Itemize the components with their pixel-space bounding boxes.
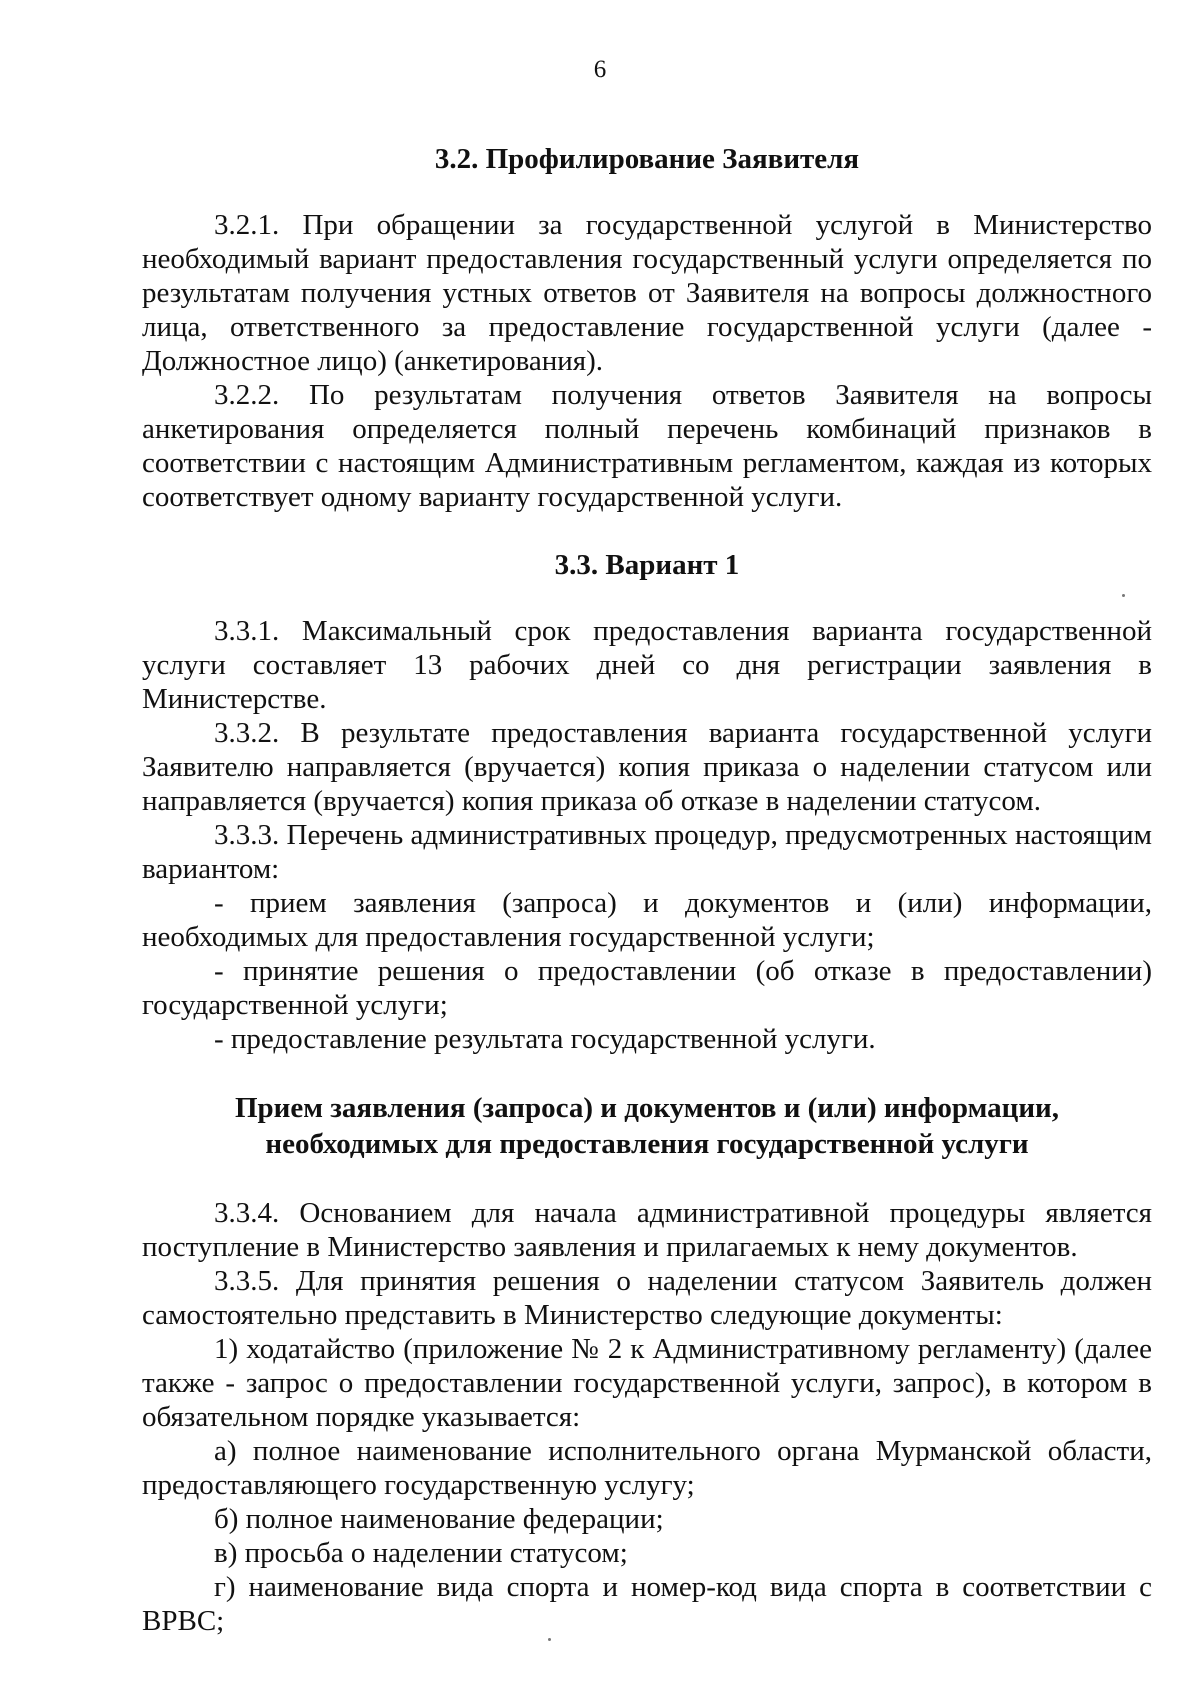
list-item-reception: - прием заявления (запроса) и документов и (или) информации, необходимых для предоставления государственной услуги; [142, 887, 1152, 953]
list-item-g: г) наименование вида спорта и номер-код вида спорта в соответствии с ВРВС; [142, 1571, 1152, 1637]
list-item-petition: 1) ходатайство (приложение № 2 к Административному регламенту) (далее также - запрос о предоставлении государственной услуги, запрос), в котором в обязательном порядке указывается: [142, 1333, 1152, 1433]
list-item-v: в) просьба о наделении статусом; [214, 1537, 628, 1569]
paragraph-3-2-1: 3.2.1. При обращении за государственной услугой в Министерство необходимый вариант предоставления государственный услуги определяется по результатам получения устных ответов от Заявителя на вопросы должностного лица, ответственного за предоставление государственной услуги (далее - Должностное лицо) (анкетирования). [142, 209, 1152, 377]
page-number: 6 [593, 56, 607, 83]
subsection-heading-reception [142, 1090, 1152, 1162]
scan-speck [548, 1638, 551, 1641]
list-item-a: а) полное наименование исполнительного органа Мурманской области, предоставляющего государственную услугу; [142, 1435, 1152, 1501]
paragraph-3-3-5: 3.3.5. Для принятия решения о наделении статусом Заявитель должен самостоятельно представить в Министерство следующие документы: [142, 1265, 1152, 1331]
paragraph-3-3-2: 3.3.2. В результате предоставления варианта государственной услуги Заявителю направляется (вручается) копия приказа о наделении статусом или направляется (вручается) копия приказа об отказе в наделении статусом. [142, 717, 1152, 817]
scan-speck [1122, 594, 1125, 597]
paragraph-3-3-1: 3.3.1. Максимальный срок предоставления варианта государственной услуги составляет 13 рабочих дней со дня регистрации заявления в Министерстве. [142, 615, 1152, 715]
list-item-decision: - принятие решения о предоставлении (об отказе в предоставлении) государственной услуги; [142, 955, 1152, 1021]
paragraph-3-3-3: 3.3.3. Перечень административных процедур, предусмотренных настоящим вариантом: [142, 819, 1152, 885]
paragraph-3-3-4: 3.3.4. Основанием для начала административной процедуры является поступление в Министерство заявления и прилагаемых к нему документов. [142, 1197, 1152, 1263]
section-heading-3-3: 3.3. Вариант 1 [554, 549, 740, 581]
subsection-heading-line-2: необходимых для предоставления государственной услуги [265, 1128, 1029, 1160]
list-item-b: б) полное наименование федерации; [214, 1503, 664, 1535]
subsection-heading-line-1: Прием заявления (запроса) и документов и (или) информации, [234, 1092, 1060, 1124]
section-heading-3-2: 3.2. Профилирование Заявителя [434, 143, 860, 175]
list-item-result: - предоставление результата государственной услуги. [214, 1023, 876, 1055]
document-body [142, 142, 1152, 1638]
paragraph-3-2-2: 3.2.2. По результатам получения ответов Заявителя на вопросы анкетирования определяется полный перечень комбинаций признаков в соответствии с настоящим Административным регламентом, каждая из которых соответствует одному варианту государственной услуги. [142, 379, 1152, 513]
